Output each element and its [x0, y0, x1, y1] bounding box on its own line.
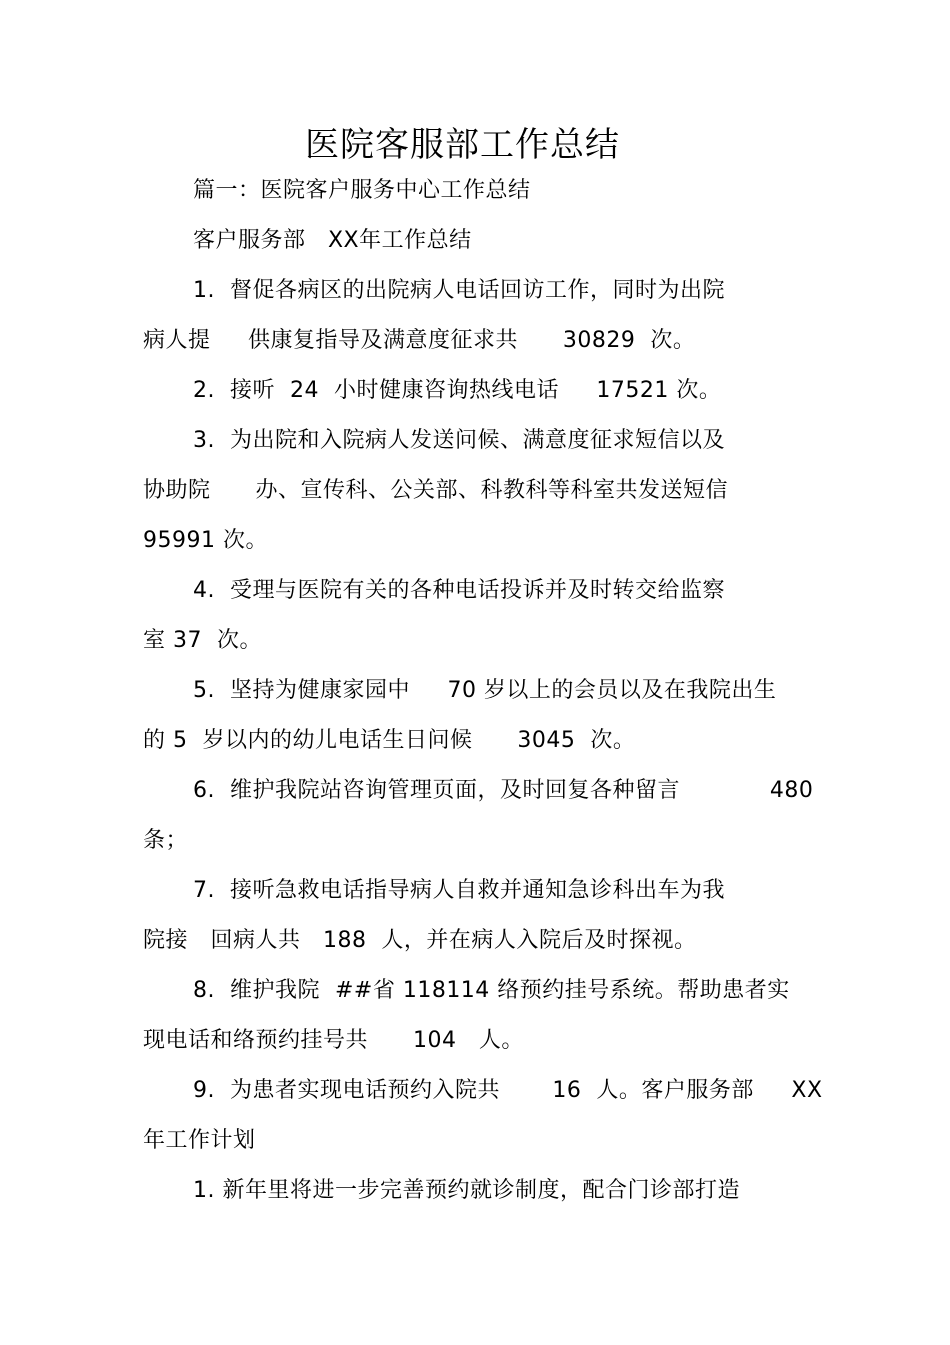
item-7-line-1: 7. 接听急救电话指导病人自救并通知急诊科出车为我 [193, 878, 725, 903]
item-2-line-1: 2. 接听 24 小时健康咨询热线电话 17521 次。 [193, 378, 722, 403]
item-1-line-2: 病人提 供康复指导及满意度征求共 30829 次。 [143, 328, 696, 353]
item-7-line-2: 院接 回病人共 188 人，并在病人入院后及时探视。 [143, 928, 697, 953]
section-heading: 篇一：医院客户服务中心工作总结 [193, 178, 531, 203]
item-6-line-1: 6. 维护我院站咨询管理页面，及时回复各种留言 480 [193, 778, 814, 803]
item-3-line-3: 95991 次。 [143, 528, 268, 553]
plan-item-1-line-1: 1. 新年里将进一步完善预约就诊制度，配合门诊部打造 [193, 1178, 740, 1203]
item-9-line-1: 9. 为患者实现电话预约入院共 16 人。客户服务部 XX [193, 1078, 823, 1103]
item-3-line-2: 协助院 办、宣传科、公关部、科教科等科室共发送短信 [143, 478, 728, 503]
item-5-line-1: 5. 坚持为健康家园中 70 岁以上的会员以及在我院出生 [193, 678, 777, 703]
item-8-line-2: 现电话和络预约挂号共 104 人。 [143, 1028, 524, 1053]
item-4-line-1: 4. 受理与医院有关的各种电话投诉并及时转交给监察 [193, 578, 725, 603]
item-4-line-2: 室 37 次。 [143, 628, 262, 653]
subsection-heading: 客户服务部 XX年工作总结 [193, 228, 472, 253]
item-3-line-1: 3. 为出院和入院病人发送问候、满意度征求短信以及 [193, 428, 725, 453]
document-title: 医院客服部工作总结 [305, 125, 620, 165]
item-9-line-2: 年工作计划 [143, 1128, 256, 1153]
item-6-line-2: 条； [143, 828, 189, 853]
item-1-line-1: 1. 督促各病区的出院病人电话回访工作，同时为出院 [193, 278, 725, 303]
item-8-line-1: 8. 维护我院 ##省 118114 络预约挂号系统。帮助患者实 [193, 978, 790, 1003]
item-5-line-2: 的 5 岁以内的幼儿电话生日问候 3045 次。 [143, 728, 636, 753]
